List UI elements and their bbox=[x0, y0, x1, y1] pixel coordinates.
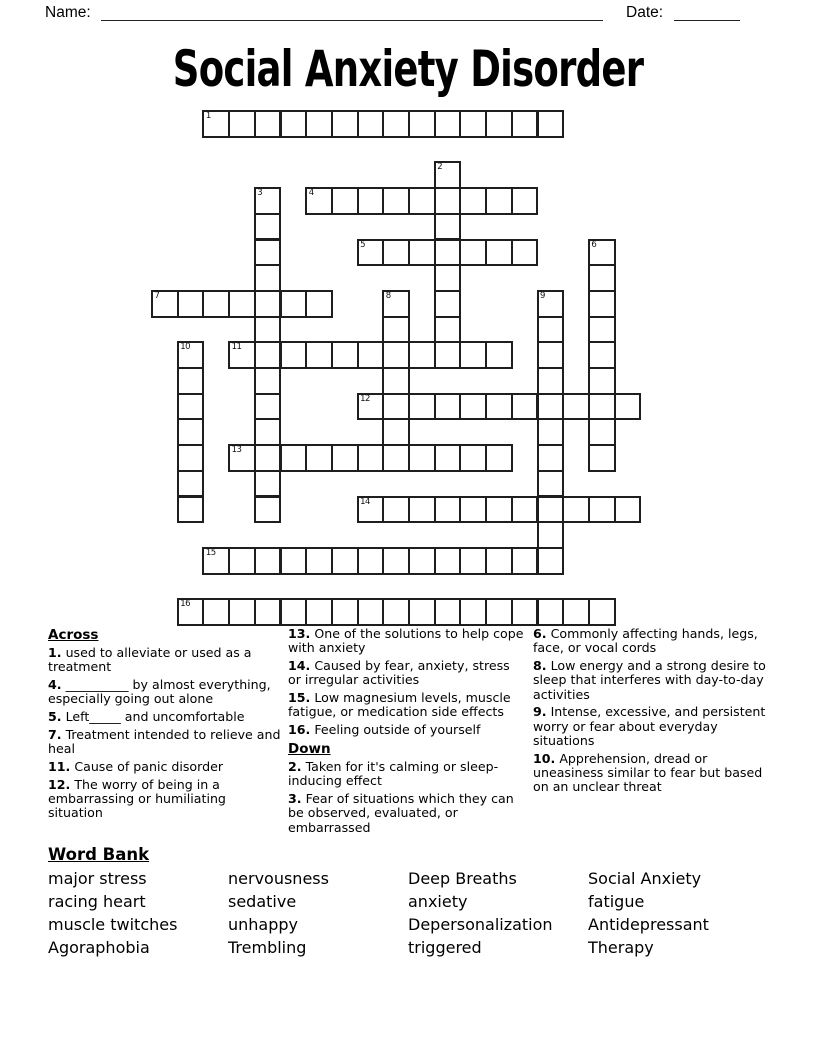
grid-cell-number: 3 bbox=[257, 188, 263, 199]
word-bank-word: unhappy bbox=[228, 915, 299, 934]
grid-cell[interactable] bbox=[280, 547, 308, 575]
grid-cell[interactable] bbox=[177, 444, 205, 472]
clue-number-label: 15. bbox=[288, 690, 311, 706]
grid-cell[interactable] bbox=[537, 341, 565, 369]
grid-cell[interactable] bbox=[254, 598, 282, 626]
grid-cell[interactable] bbox=[357, 187, 385, 215]
grid-cell[interactable] bbox=[382, 444, 410, 472]
grid-cell[interactable] bbox=[408, 239, 436, 267]
clue-number-label: 5. bbox=[48, 709, 62, 725]
grid-cell[interactable] bbox=[434, 598, 462, 626]
grid-cell[interactable] bbox=[382, 110, 410, 138]
grid-cell[interactable] bbox=[331, 110, 359, 138]
name-label: Name: bbox=[45, 4, 91, 21]
grid-cell[interactable] bbox=[408, 393, 436, 421]
across-heading: Across bbox=[48, 627, 99, 643]
grid-cell[interactable] bbox=[588, 393, 616, 421]
grid-cell[interactable] bbox=[177, 598, 205, 626]
grid-cell[interactable] bbox=[537, 598, 565, 626]
grid-cell[interactable] bbox=[177, 341, 205, 369]
word-bank-column-3 bbox=[408, 867, 586, 959]
grid-cell[interactable] bbox=[485, 547, 513, 575]
grid-cell-number: 4 bbox=[308, 188, 314, 199]
grid-cell[interactable] bbox=[357, 496, 385, 524]
grid-cell-number: 14 bbox=[360, 496, 370, 507]
grid-cell[interactable] bbox=[177, 470, 205, 498]
date-blank-line[interactable] bbox=[674, 5, 740, 21]
grid-cell[interactable] bbox=[511, 393, 539, 421]
grid-cell[interactable] bbox=[408, 110, 436, 138]
word-bank bbox=[48, 867, 772, 962]
grid-cell-number: 9 bbox=[540, 290, 545, 301]
grid-cell[interactable] bbox=[228, 444, 256, 472]
grid-cell[interactable] bbox=[459, 187, 487, 215]
grid-cell[interactable] bbox=[382, 316, 410, 344]
grid-cell[interactable] bbox=[357, 239, 385, 267]
grid-cell[interactable] bbox=[177, 367, 205, 395]
grid-cell[interactable] bbox=[357, 598, 385, 626]
grid-cell[interactable] bbox=[228, 290, 256, 318]
grid-cell[interactable] bbox=[562, 496, 590, 524]
clue-number-label: 12. bbox=[48, 776, 71, 792]
grid-cell[interactable] bbox=[537, 470, 565, 498]
clue-number-label: 3. bbox=[288, 791, 302, 807]
grid-cell[interactable] bbox=[254, 418, 282, 446]
grid-cell[interactable] bbox=[280, 110, 308, 138]
grid-cell-number: 7 bbox=[154, 290, 160, 301]
across-clue-1: 1. used to alleviate or used as a treatment bbox=[48, 645, 252, 675]
word-bank-word: Depersonalization bbox=[408, 915, 553, 934]
grid-cell[interactable] bbox=[280, 290, 308, 318]
clue-number-label: 16. bbox=[288, 722, 311, 738]
down-heading: Down bbox=[288, 741, 331, 758]
word-bank-word: major stress bbox=[48, 869, 147, 888]
grid-cell[interactable] bbox=[485, 239, 513, 267]
grid-cell[interactable] bbox=[382, 418, 410, 446]
clue-number-label: 2. bbox=[288, 759, 302, 775]
grid-cell-number: 5 bbox=[360, 239, 366, 250]
grid-cell[interactable] bbox=[434, 239, 462, 267]
word-bank-column-4 bbox=[588, 867, 766, 959]
grid-cell[interactable] bbox=[588, 316, 616, 344]
grid-cell[interactable] bbox=[459, 598, 487, 626]
across-clue-15: 15. Low magnesium levels, muscle fatigue, or medication side effects bbox=[288, 690, 511, 720]
grid-cell[interactable] bbox=[485, 444, 513, 472]
grid-cell[interactable] bbox=[408, 444, 436, 472]
grid-cell[interactable] bbox=[434, 187, 462, 215]
grid-cell[interactable] bbox=[434, 393, 462, 421]
word-bank-word: sedative bbox=[228, 892, 297, 911]
grid-cell[interactable] bbox=[459, 110, 487, 138]
grid-cell[interactable] bbox=[254, 239, 282, 267]
grid-cell[interactable] bbox=[485, 598, 513, 626]
grid-cell[interactable] bbox=[485, 393, 513, 421]
grid-cell[interactable] bbox=[331, 547, 359, 575]
word-bank-word: nervousness bbox=[228, 869, 329, 888]
grid-cell[interactable] bbox=[459, 444, 487, 472]
grid-cell-number: 15 bbox=[205, 547, 216, 558]
down-clue-6: 6. Commonly affecting hands, legs, face, or vocal cords bbox=[533, 626, 758, 656]
clue-number-label: 6. bbox=[533, 626, 547, 641]
grid-cell[interactable] bbox=[331, 187, 359, 215]
grid-cell[interactable] bbox=[485, 110, 513, 138]
grid-cell[interactable] bbox=[305, 444, 333, 472]
grid-cell[interactable] bbox=[280, 444, 308, 472]
grid-cell[interactable] bbox=[434, 161, 462, 189]
grid-cell-number: 2 bbox=[437, 162, 443, 173]
clue-number-label: 7. bbox=[48, 726, 62, 742]
grid-cell[interactable] bbox=[228, 598, 256, 626]
clue-number-label: 11. bbox=[48, 759, 71, 775]
grid-cell[interactable] bbox=[511, 496, 539, 524]
word-bank-word: Social Anxiety bbox=[588, 869, 702, 888]
grid-cell[interactable] bbox=[511, 110, 539, 138]
grid-cell[interactable] bbox=[331, 598, 359, 626]
grid-cell[interactable] bbox=[434, 316, 462, 344]
grid-cell[interactable] bbox=[357, 547, 385, 575]
grid-cell[interactable] bbox=[382, 547, 410, 575]
clue-number-label: 8. bbox=[533, 658, 547, 674]
page-title: Social Anxiety Disorder bbox=[172, 40, 644, 98]
grid-cell[interactable] bbox=[511, 187, 539, 215]
grid-cell[interactable] bbox=[382, 187, 410, 215]
grid-cell-number: 10 bbox=[180, 342, 191, 353]
grid-cell[interactable] bbox=[537, 290, 565, 318]
clue-column-2 bbox=[288, 627, 524, 839]
word-bank-word: anxiety bbox=[408, 892, 468, 911]
grid-cell-number: 11 bbox=[231, 342, 242, 353]
grid-cell[interactable] bbox=[382, 598, 410, 626]
across-clue-14: 14. Caused by fear, anxiety, stress or irregular activities bbox=[288, 658, 510, 688]
across-clue-4: 4. __________ by almost everything, especially going out alone bbox=[48, 677, 271, 707]
grid-cell[interactable] bbox=[254, 470, 282, 498]
across-clue-5: 5. Left_____ and uncomfortable bbox=[48, 709, 245, 725]
grid-cell[interactable] bbox=[177, 418, 205, 446]
grid-cell[interactable] bbox=[254, 367, 282, 395]
grid-cell[interactable] bbox=[511, 239, 539, 267]
grid-cell[interactable] bbox=[202, 110, 230, 138]
word-bank-word: racing heart bbox=[48, 892, 146, 911]
grid-cell-number: 16 bbox=[180, 599, 191, 610]
grid-cell[interactable] bbox=[254, 187, 282, 215]
clue-number-label: 9. bbox=[533, 704, 547, 720]
grid-cell[interactable] bbox=[177, 290, 205, 318]
word-bank-column-1 bbox=[48, 867, 226, 959]
grid-cell[interactable] bbox=[408, 496, 436, 524]
grid-cell[interactable] bbox=[485, 496, 513, 524]
grid-cell[interactable] bbox=[228, 341, 256, 369]
across-clue-11: 11. Cause of panic disorder bbox=[48, 759, 224, 775]
grid-cell[interactable] bbox=[151, 290, 179, 318]
grid-cell[interactable] bbox=[511, 547, 539, 575]
grid-cell[interactable] bbox=[280, 341, 308, 369]
date-label: Date: bbox=[626, 4, 664, 21]
grid-cell[interactable] bbox=[228, 547, 256, 575]
grid-cell[interactable] bbox=[537, 496, 565, 524]
grid-cell[interactable] bbox=[588, 341, 616, 369]
word-bank-word: Antidepressant bbox=[588, 915, 709, 934]
grid-cell-number: 6 bbox=[591, 239, 597, 250]
grid-cell[interactable] bbox=[537, 110, 565, 138]
grid-cell[interactable] bbox=[408, 341, 436, 369]
grid-cell[interactable] bbox=[459, 341, 487, 369]
down-clue-9: 9. Intense, excessive, and persistent worry or fear about everyday situations bbox=[533, 704, 766, 749]
grid-cell[interactable] bbox=[177, 393, 205, 421]
grid-cell[interactable] bbox=[357, 444, 385, 472]
name-blank-line[interactable] bbox=[101, 5, 603, 21]
word-bank-word: fatigue bbox=[588, 892, 645, 911]
grid-cell[interactable] bbox=[305, 290, 333, 318]
clue-column-3 bbox=[533, 627, 769, 798]
grid-cell[interactable] bbox=[254, 290, 282, 318]
grid-cell[interactable] bbox=[434, 264, 462, 292]
grid-cell[interactable] bbox=[434, 290, 462, 318]
grid-cell[interactable] bbox=[202, 547, 230, 575]
grid-cell[interactable] bbox=[254, 444, 282, 472]
grid-cell[interactable] bbox=[434, 496, 462, 524]
grid-cell[interactable] bbox=[537, 418, 565, 446]
grid-cell[interactable] bbox=[434, 444, 462, 472]
grid-cell[interactable] bbox=[331, 341, 359, 369]
word-bank-column-2 bbox=[228, 867, 406, 959]
grid-cell[interactable] bbox=[434, 341, 462, 369]
clue-number-label: 13. bbox=[288, 626, 311, 641]
clue-number-label: 1. bbox=[48, 645, 62, 660]
grid-cell[interactable] bbox=[305, 598, 333, 626]
grid-cell[interactable] bbox=[382, 367, 410, 395]
grid-cell[interactable] bbox=[254, 316, 282, 344]
grid-cell[interactable] bbox=[434, 110, 462, 138]
grid-cell-number: 8 bbox=[385, 290, 391, 301]
word-bank-word: muscle twitches bbox=[48, 915, 178, 934]
clue-number-label: 10. bbox=[533, 750, 556, 766]
grid-cell[interactable] bbox=[459, 496, 487, 524]
grid-cell[interactable] bbox=[305, 110, 333, 138]
grid-cell[interactable] bbox=[459, 547, 487, 575]
grid-cell[interactable] bbox=[588, 290, 616, 318]
grid-cell[interactable] bbox=[434, 213, 462, 241]
grid-cell[interactable] bbox=[254, 496, 282, 524]
grid-cell[interactable] bbox=[305, 187, 333, 215]
down-clue-8: 8. Low energy and a strong desire to sleep that interferes with day-to-day activities bbox=[533, 658, 766, 702]
grid-cell[interactable] bbox=[202, 290, 230, 318]
grid-cell[interactable] bbox=[408, 187, 436, 215]
grid-cell[interactable] bbox=[254, 213, 282, 241]
grid-cell[interactable] bbox=[588, 239, 616, 267]
grid-cell[interactable] bbox=[485, 341, 513, 369]
grid-cell[interactable] bbox=[382, 393, 410, 421]
grid-cell[interactable] bbox=[254, 393, 282, 421]
grid-cell[interactable] bbox=[614, 496, 642, 524]
across-clue-13: 13. One of the solutions to help cope with anxiety bbox=[288, 626, 524, 656]
grid-cell[interactable] bbox=[305, 341, 333, 369]
grid-cell[interactable] bbox=[228, 110, 256, 138]
grid-cell[interactable] bbox=[588, 496, 616, 524]
grid-cell[interactable] bbox=[434, 547, 462, 575]
grid-cell[interactable] bbox=[254, 264, 282, 292]
grid-cell[interactable] bbox=[588, 598, 616, 626]
grid-cell[interactable] bbox=[537, 393, 565, 421]
down-clue-10: 10. Apprehension, dread or uneasiness similar to fear but based on an unclear threat bbox=[533, 750, 763, 795]
grid-cell[interactable] bbox=[408, 547, 436, 575]
grid-cell[interactable] bbox=[537, 316, 565, 344]
crossword-grid bbox=[151, 110, 643, 627]
grid-cell[interactable] bbox=[588, 264, 616, 292]
grid-cell[interactable] bbox=[588, 367, 616, 395]
word-bank-word: Therapy bbox=[588, 938, 654, 957]
grid-cell[interactable] bbox=[254, 110, 282, 138]
grid-cell[interactable] bbox=[537, 367, 565, 395]
grid-cell[interactable] bbox=[537, 444, 565, 472]
grid-cell[interactable] bbox=[562, 598, 590, 626]
grid-cell[interactable] bbox=[280, 598, 308, 626]
grid-cell[interactable] bbox=[588, 444, 616, 472]
down-clue-3: 3. Fear of situations which they can be observed, evaluated, or embarrassed bbox=[288, 791, 514, 835]
grid-cell[interactable] bbox=[382, 496, 410, 524]
word-bank-word: Deep Breaths bbox=[408, 869, 517, 888]
grid-cell[interactable] bbox=[331, 444, 359, 472]
grid-cell-number: 1 bbox=[205, 111, 211, 121]
down-clue-2: 2. Taken for it's calming or sleep-inducing effect bbox=[288, 759, 499, 789]
grid-cell[interactable] bbox=[357, 393, 385, 421]
grid-cell[interactable] bbox=[382, 239, 410, 267]
grid-cell[interactable] bbox=[305, 547, 333, 575]
grid-cell[interactable] bbox=[254, 341, 282, 369]
across-clue-16: 16. Feeling outside of yourself bbox=[288, 722, 481, 738]
grid-cell[interactable] bbox=[459, 393, 487, 421]
grid-cell[interactable] bbox=[177, 496, 205, 524]
word-bank-word: Agoraphobia bbox=[48, 938, 150, 957]
word-bank-heading: Word Bank bbox=[48, 845, 150, 864]
across-clue-7: 7. Treatment intended to relieve and heal bbox=[48, 726, 281, 757]
across-clue-12: 12. The worry of being in a embarrassing or humiliating situation bbox=[48, 776, 226, 821]
grid-cell[interactable] bbox=[588, 418, 616, 446]
grid-cell[interactable] bbox=[537, 521, 565, 549]
grid-cell[interactable] bbox=[382, 290, 410, 318]
grid-cell-number: 13 bbox=[231, 445, 242, 456]
grid-cell[interactable] bbox=[511, 598, 539, 626]
grid-cell[interactable] bbox=[408, 598, 436, 626]
grid-cell[interactable] bbox=[537, 547, 565, 575]
grid-cell[interactable] bbox=[459, 239, 487, 267]
grid-cell-number: 12 bbox=[360, 393, 370, 404]
grid-cell[interactable] bbox=[614, 393, 642, 421]
grid-cell[interactable] bbox=[382, 341, 410, 369]
grid-cell[interactable] bbox=[562, 393, 590, 421]
clue-number-label: 14. bbox=[288, 658, 311, 674]
clue-column-1 bbox=[48, 627, 284, 824]
word-bank-word: triggered bbox=[408, 938, 482, 957]
grid-cell[interactable] bbox=[254, 547, 282, 575]
grid-cell[interactable] bbox=[357, 110, 385, 138]
grid-cell[interactable] bbox=[357, 341, 385, 369]
grid-cell[interactable] bbox=[202, 598, 230, 626]
grid-cell[interactable] bbox=[485, 187, 513, 215]
clue-number-label: 4. bbox=[48, 677, 62, 693]
word-bank-word: Trembling bbox=[228, 938, 307, 957]
